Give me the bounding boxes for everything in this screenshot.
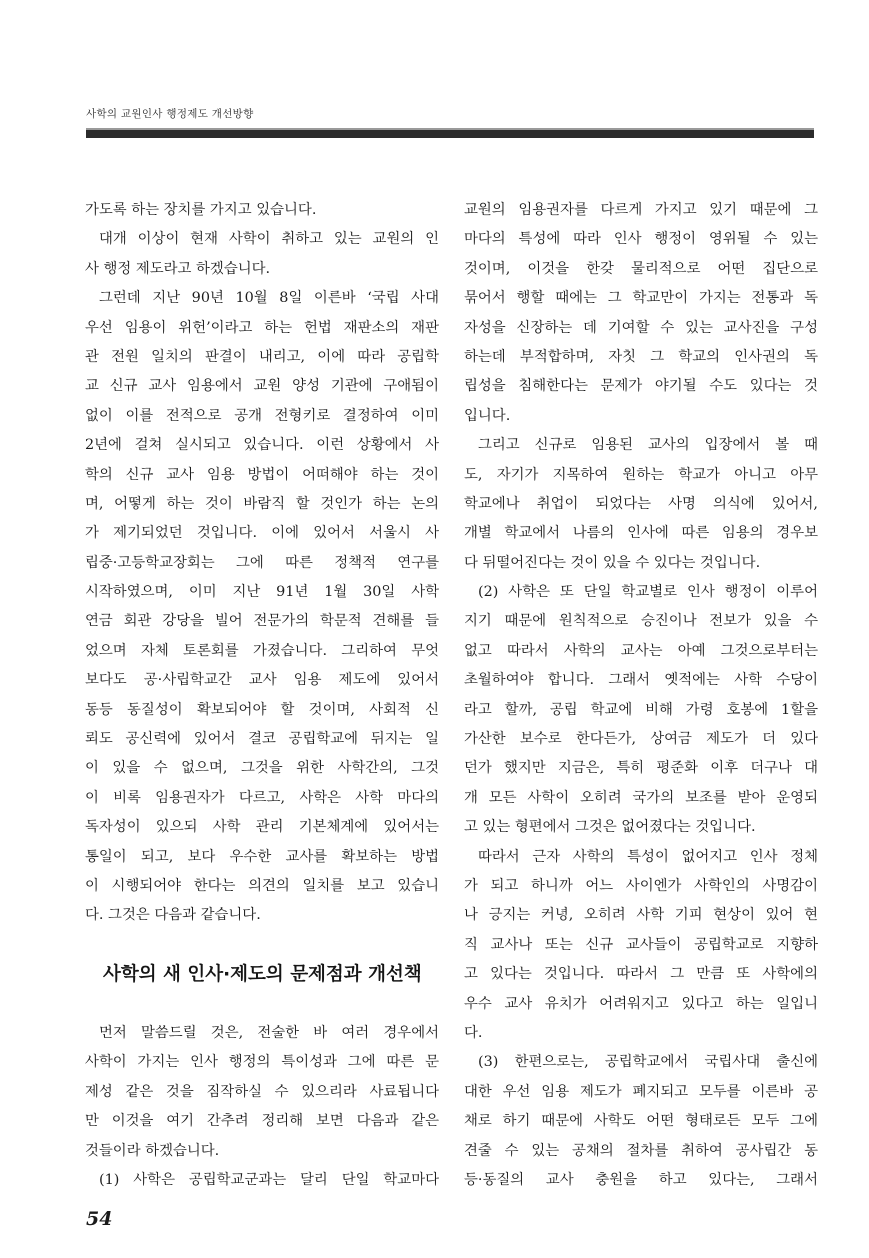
section-heading: 사학의 새 인사·제도의 문제점과 개선책 [103,964,422,986]
text-line: 우수 교사 유치가 어려워지고 있다고 하는 일입니 [464,995,818,1012]
text-line: 것들이라 하겠습니다. [85,1142,220,1159]
text-line: 그리고 신규로 임용된 교사의 입장에서 볼 때 [478,437,818,454]
text-line: 도, 자기가 지목하여 원하는 학교가 아니고 아무 [464,466,818,483]
running-header: 사학의 교원인사 행정제도 개선방향 [86,108,254,120]
text-line: 독자성이 있으되 사학 관리 기본체계에 있어서는 [85,819,439,836]
text-line: 묶어서 행할 때에는 그 학교만이 가지는 전통과 독 [464,290,818,307]
text-line: 먼저 말씀드릴 것은, 전술한 바 여러 경우에서 [99,1024,439,1041]
text-line: 견줄 수 있는 공채의 절차를 취하여 공사립간 동 [464,1142,818,1159]
text-line: 시작하였으며, 이미 지난 91년 1월 30일 사학 [85,584,439,601]
text-line: 교 신규 교사 임용에서 교원 양성 기관에 구애됨이 [85,378,439,395]
text-line: 동등 동질성이 확보되어야 할 것이며, 사회적 신 [85,701,439,718]
text-line: 학의 신규 교사 임용 방법이 어떠해야 하는 것이 [85,466,439,483]
text-line: 교원의 임용권자를 다르게 가지고 있기 때문에 그 [464,202,818,218]
text-line: 이 시행되어야 한다는 의견의 일치를 보고 있습니 [85,877,439,894]
left-column [85,196,439,1195]
text-line: 가산한 보수로 한다든가, 상여금 제도가 더 있다 [464,731,818,748]
text-line: (2) 사학은 또 단일 학교별로 인사 행정이 이루어 [478,584,818,601]
text-line: 고 있다는 것입니다. 따라서 그 만큼 또 사학에의 [464,966,818,983]
text-line: 하는데 부적합하며, 자칫 그 학교의 인사권의 독 [464,348,818,365]
text-line: 다 뒤떨어진다는 것이 있을 수 있다는 것입니다. [464,554,761,571]
text-line: 라고 할까, 공립 학교에 비해 가령 호봉에 1할을 [464,701,818,718]
text-line: 자성을 신장하는 데 기여할 수 있는 교사진을 구성 [464,319,818,336]
text-line: 대개 이상이 현재 사학이 취하고 있는 교원의 인 [99,231,439,248]
text-line: 가도록 하는 장치를 가지고 있습니다. [85,202,317,218]
text-line: 가 되고 하니까 어느 사이엔가 사학인의 사명감이 [464,877,818,894]
text-line: 사 행정 제도라고 하겠습니다. [85,260,271,277]
text-line: 립중·고등학교장회는 그에 따른 정책적 연구를 [85,554,439,571]
text-line: (1) 사학은 공립학교군과는 달리 단일 학교마다 [99,1171,439,1188]
text-line: 없고 따라서 사학의 교사는 아예 그것으로부터는 [464,642,818,659]
text-line: 입니다. [464,407,511,424]
header-rule [86,130,814,138]
text-line: 립성을 침해한다는 문제가 야기될 수도 있다는 것 [464,378,818,395]
page-number: 54 [86,1208,113,1230]
text-line: 통일이 되고, 보다 우수한 교사를 확보하는 방법 [85,848,439,865]
text-line: 초월하여야 합니다. 그래서 옛적에는 사학 수당이 [464,672,818,689]
text-line: 학교에나 취업이 되었다는 사명 의식에 있어서, [464,495,818,512]
text-line: 보다도 공·사립학교간 교사 임용 제도에 있어서 [85,672,439,689]
text-line: 제성 같은 것을 짐작하실 수 있으리라 사료됩니다 [85,1083,439,1100]
text-line: 나 긍지는 커녕, 오히려 사학 기피 현상이 있어 현 [464,907,818,924]
text-line: 것이며, 이것을 한갖 물리적으로 어떤 집단으로 [464,260,818,277]
text-line: 지기 때문에 원칙적으로 승진이나 전보가 있을 수 [464,613,818,630]
text-line: 그런데 지난 90년 10월 8일 이른바 ‘국립 사대 [99,290,439,307]
text-line: 우선 임용이 위헌’이라고 하는 헌법 재판소의 재판 [85,319,439,336]
text-line: 관 전원 일치의 판결이 내리고, 이에 따라 공립학 [85,348,439,365]
text-line: (3) 한편으로는, 공립학교에서 국립사대 출신에 [478,1054,818,1071]
text-line: 뢰도 공신력에 있어서 결코 공립학교에 뒤지는 일 [85,731,439,748]
text-line: 2년에 걸쳐 실시되고 있습니다. 이런 상황에서 사 [85,437,439,454]
text-line: 다. [464,1024,483,1041]
text-line: 개 모든 사학이 오히려 국가의 보조를 받아 운영되 [464,789,818,806]
text-line: 이 있을 수 없으며, 그것을 위한 사학간의, 그것 [85,760,439,777]
text-line: 가 제기되었던 것입니다. 이에 있어서 서울시 사 [85,525,439,542]
text-line: 사학이 가지는 인사 행정의 특이성과 그에 따른 문 [85,1054,439,1071]
text-line: 다. 그것은 다음과 같습니다. [85,907,261,924]
text-line: 따라서 근자 사학의 특성이 없어지고 인사 정체 [478,848,818,865]
text-line: 고 있는 형편에서 그것은 없어졌다는 것입니다. [464,819,756,836]
text-line: 이 비록 임용권자가 다르고, 사학은 사학 마다의 [85,789,439,806]
text-line: 며, 어떻게 하는 것이 바람직 할 것인가 하는 논의 [85,495,439,512]
right-column [464,196,818,1195]
text-line: 었으며 자체 토론회를 가졌습니다. 그리하여 무엇 [85,642,439,659]
text-line: 마다의 특성에 따라 인사 행정이 영위될 수 있는 [464,231,818,248]
text-line: 없이 이를 전적으로 공개 전형키로 결정하여 이미 [85,407,439,424]
text-line: 직 교사나 또는 신규 교사들이 공립학교로 지향하 [464,936,818,953]
text-line: 연금 회관 강당을 빌어 전문가의 학문적 견해를 들 [85,613,439,630]
text-line: 던가 했지만 지금은, 특히 평준화 이후 더구나 대 [464,760,818,777]
text-line: 채로 하기 때문에 사학도 어떤 형태로든 모두 그에 [464,1113,818,1130]
text-line: 대한 우선 임용 제도가 폐지되고 모두를 이른바 공 [464,1083,818,1100]
text-line: 등·동질의 교사 충원을 하고 있다는, 그래서 [464,1171,818,1188]
text-line: 개별 학교에서 나름의 인사에 따른 임용의 경우보 [464,525,818,542]
text-line: 만 이것을 여기 간추려 정리해 보면 다음과 같은 [85,1113,439,1130]
